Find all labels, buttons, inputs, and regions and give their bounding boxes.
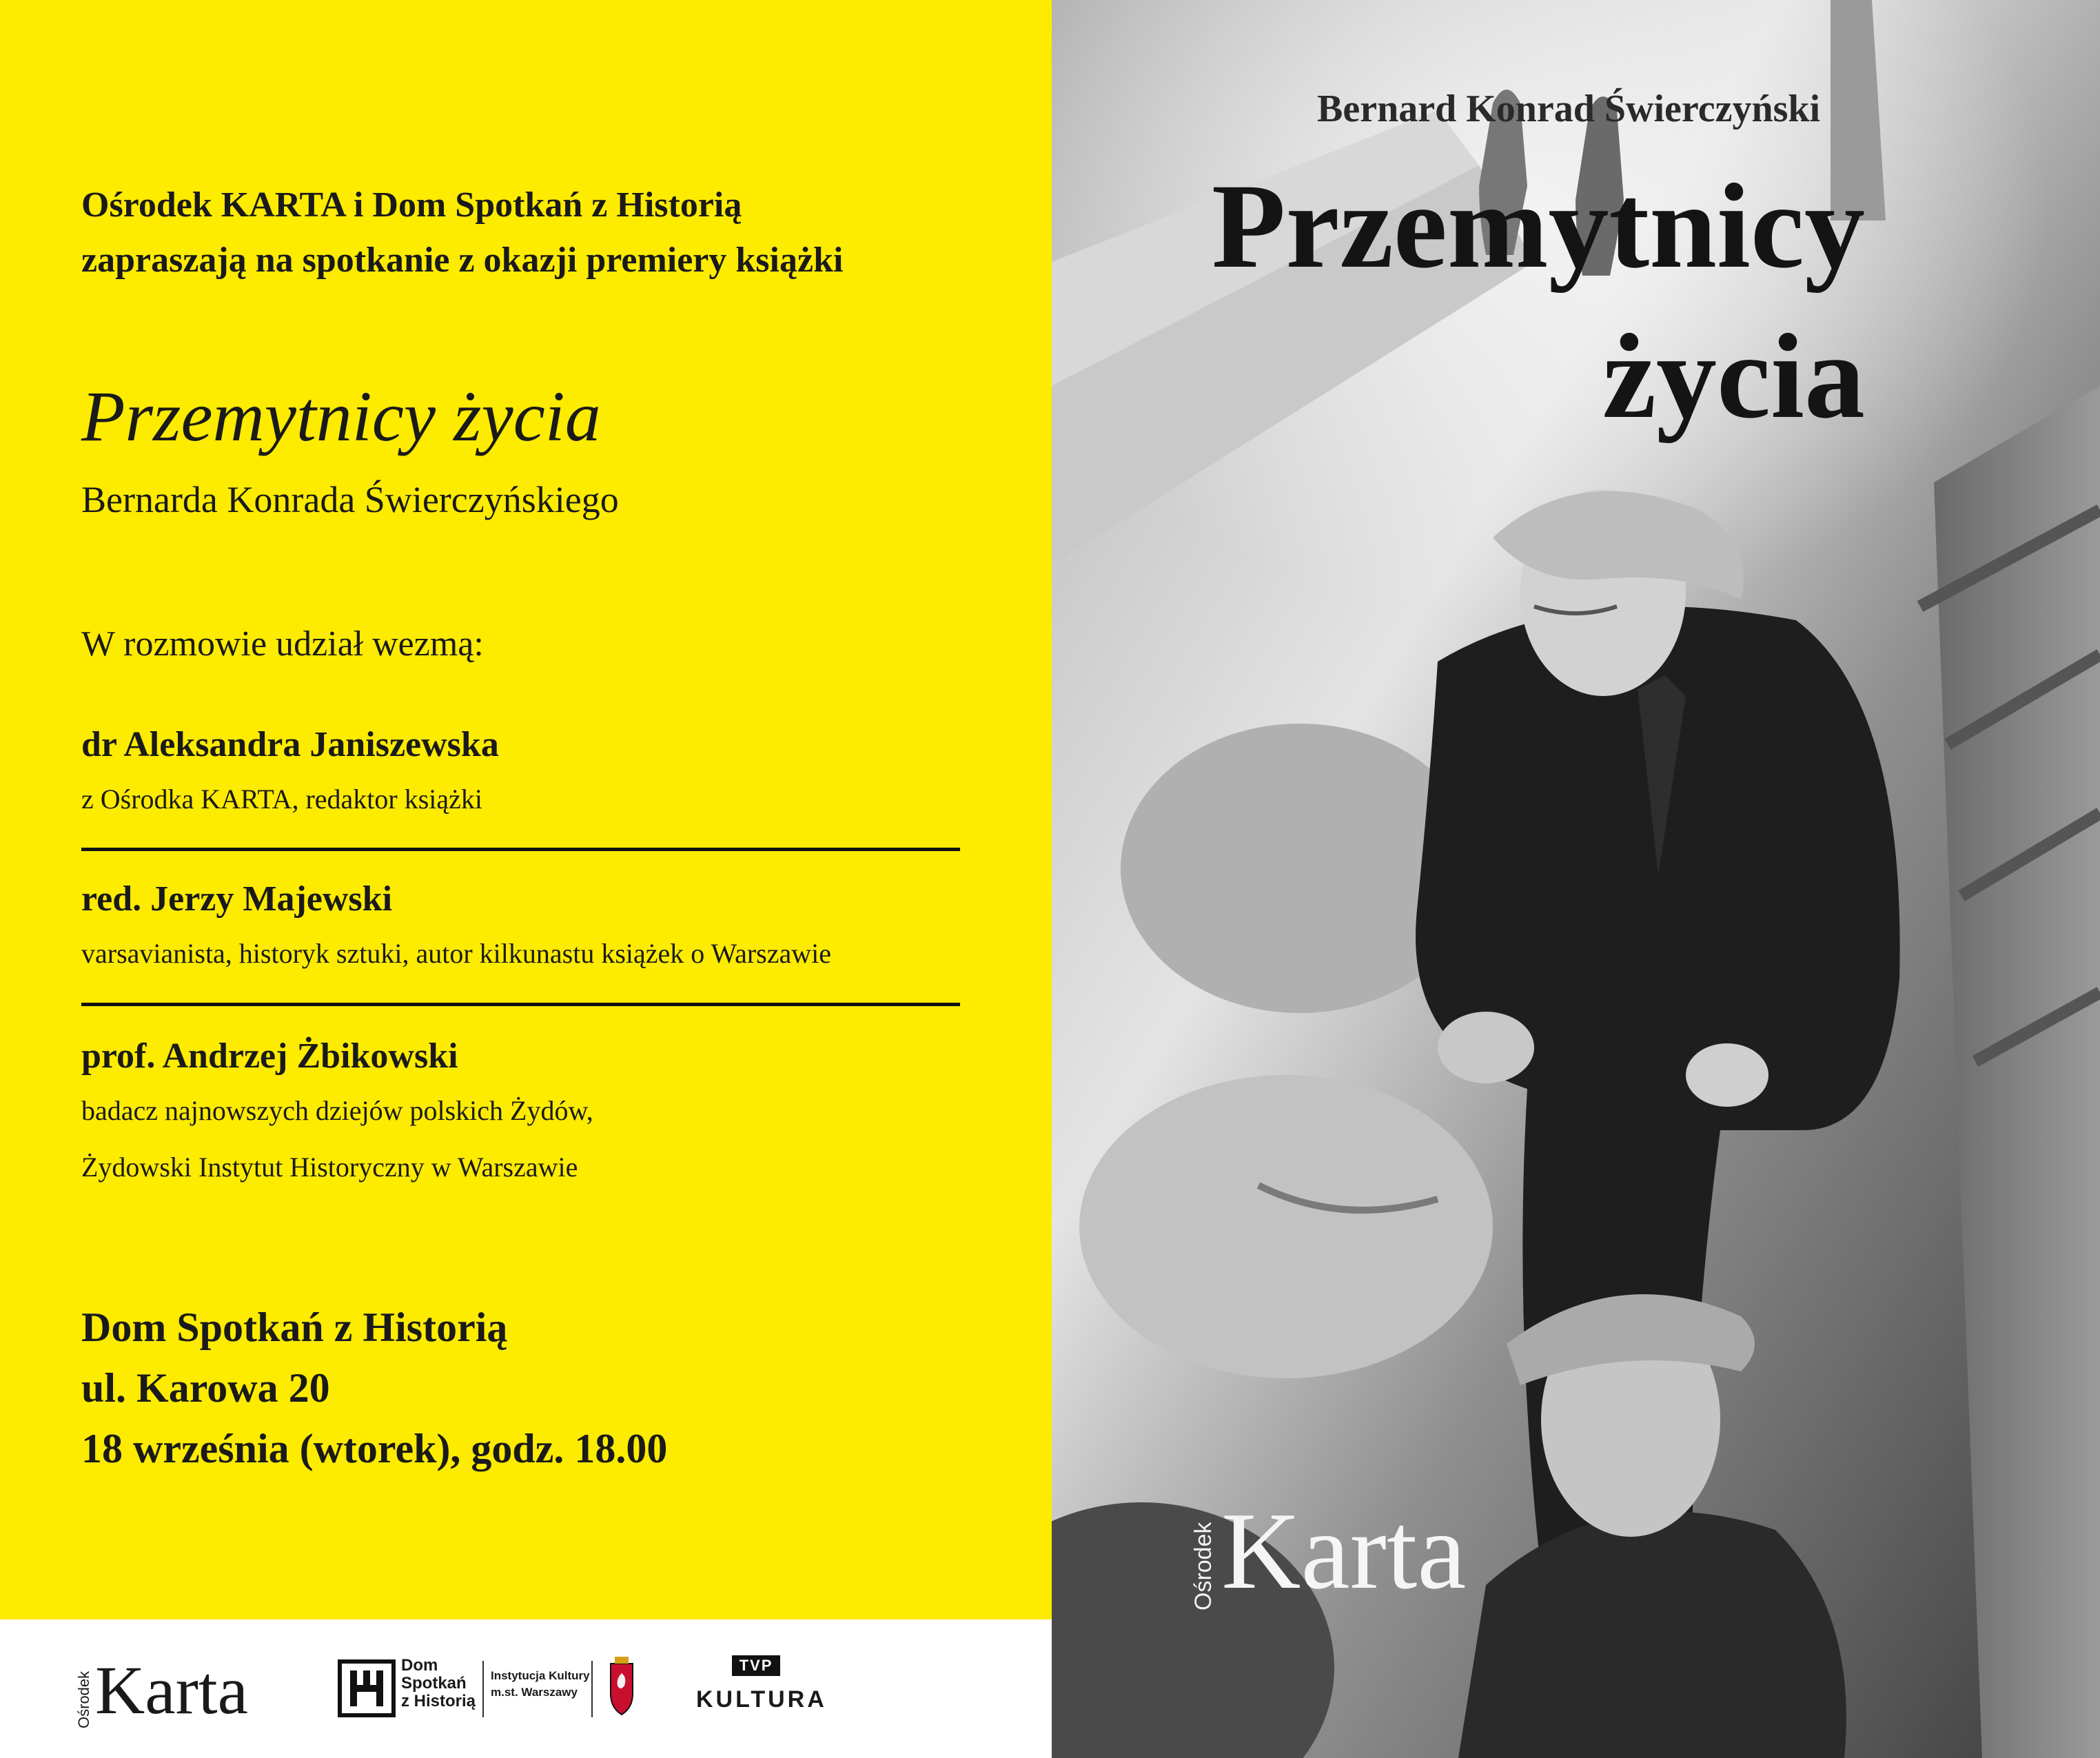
intro-line-2: zapraszają na spotkanie z okazji premiery książki bbox=[81, 241, 844, 280]
logo-separator bbox=[482, 1661, 484, 1717]
dom-spotkan-text: Dom Spotkań z Historią bbox=[401, 1656, 476, 1710]
divider bbox=[81, 1003, 960, 1006]
speaker-description: varsavianista, historyk sztuki, autor kilkunastu książek o Warszawie bbox=[81, 938, 831, 969]
karta-logo-small-text: Ośrodek bbox=[75, 1670, 92, 1728]
venue-address: ul. Karowa 20 bbox=[81, 1365, 330, 1411]
speaker-1 bbox=[81, 719, 960, 828]
dom-spotkan-mark-icon bbox=[338, 1659, 396, 1717]
book-cover bbox=[1052, 0, 2100, 1758]
panel-intro: W rozmowie udział wezmą: bbox=[81, 624, 484, 664]
speaker-name: red. Jerzy Majewski bbox=[81, 879, 393, 919]
warsaw-crest-icon bbox=[606, 1657, 637, 1721]
speaker-3 bbox=[81, 1031, 960, 1196]
logo-separator bbox=[591, 1661, 593, 1717]
speaker-description: z Ośrodka KARTA, redaktor książki bbox=[81, 784, 483, 815]
cover-author: Bernard Konrad Świerczyński bbox=[1317, 88, 1821, 130]
venue-info bbox=[81, 1297, 667, 1479]
speaker-description-line-2: Żydowski Instytut Historyczny w Warszawie bbox=[81, 1152, 578, 1183]
event-datetime: 18 września (wtorek), godz. 18.00 bbox=[81, 1426, 668, 1471]
speaker-name: dr Aleksandra Janiszewska bbox=[81, 725, 499, 764]
speaker-description: badacz najnowszych dziejów polskich Żydów, bbox=[81, 1095, 593, 1126]
tvp-kultura-logo bbox=[696, 1655, 827, 1724]
intro-text bbox=[81, 178, 1012, 288]
book-title: Przemytnicy życia bbox=[81, 377, 601, 456]
speaker-name: prof. Andrzej Żbikowski bbox=[81, 1036, 458, 1076]
karta-logo-word: Karta bbox=[95, 1652, 249, 1728]
venue-name: Dom Spotkań z Historią bbox=[81, 1305, 508, 1350]
book-author: Bernarda Konrada Świerczyńskiego bbox=[81, 479, 619, 520]
kultura-text: KULTURA bbox=[696, 1686, 827, 1713]
divider bbox=[81, 848, 960, 851]
institution-text: Instytucja Kultury m.st. Warszawy bbox=[491, 1669, 590, 1699]
cover-karta-small-text: Ośrodek bbox=[1190, 1522, 1216, 1611]
dom-spotkan-logo bbox=[338, 1655, 496, 1724]
speaker-2 bbox=[81, 874, 960, 983]
cover-karta-word: Karta bbox=[1221, 1489, 1467, 1612]
tvp-box: TVP bbox=[732, 1655, 780, 1676]
invitation-panel bbox=[0, 0, 1052, 1619]
intro-line-1: Ośrodek KARTA i Dom Spotkań z Historią bbox=[81, 185, 742, 225]
cover-title: Przemytnicy życia bbox=[1212, 159, 1865, 444]
